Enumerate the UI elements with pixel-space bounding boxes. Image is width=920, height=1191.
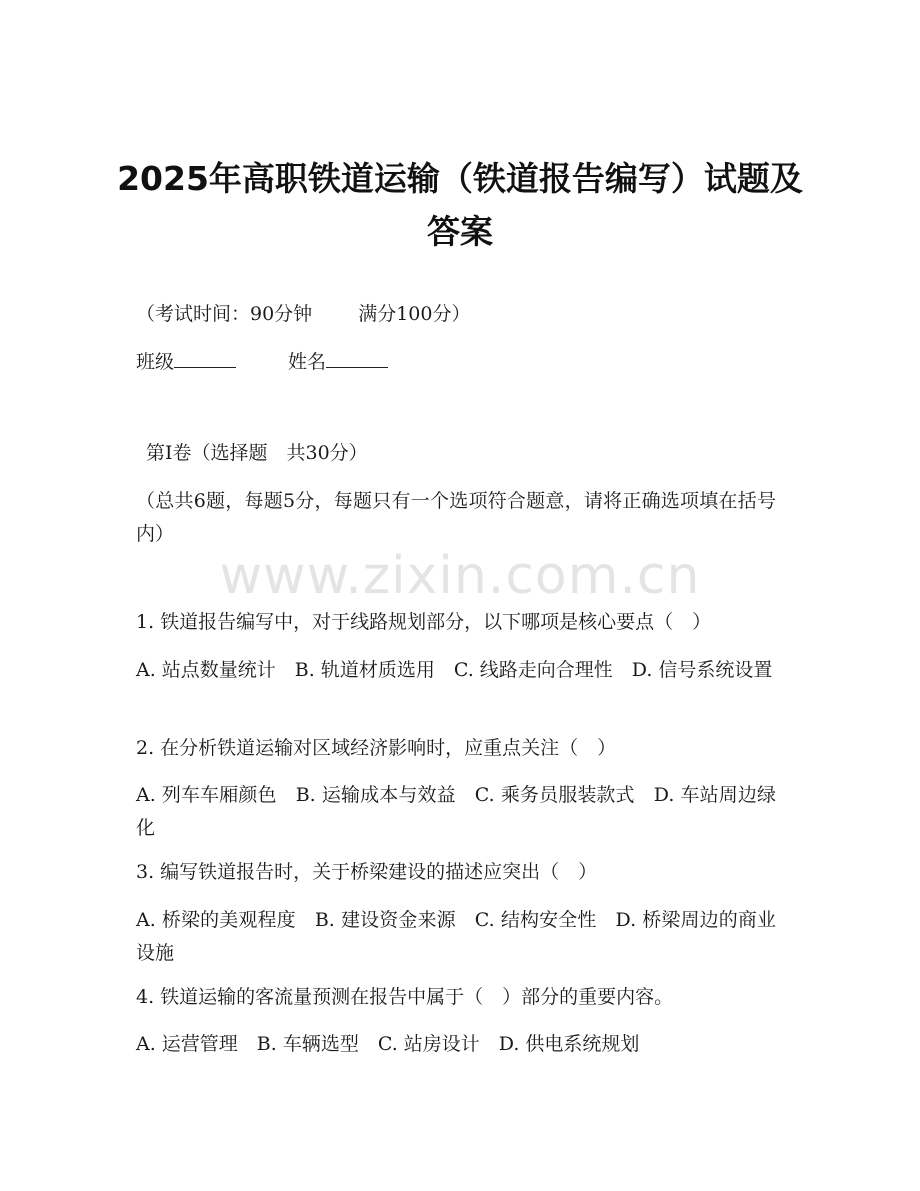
name-blank[interactable]	[326, 349, 388, 368]
watermark: www.zixin.com.cn	[219, 546, 701, 606]
question-1-stem: 1. 铁道报告编写中，对于线路规划部分，以下哪项是核心要点（ ）	[136, 611, 712, 633]
question-2-options: A. 列车车厢颜色 B. 运输成本与效益 C. 乘务员服装款式 D. 车站周边绿化	[136, 784, 776, 839]
question-1-options: A. 站点数量统计 B. 轨道材质选用 C. 线路走向合理性 D. 信号系统设置	[136, 659, 773, 681]
section-heading: 第Ⅰ卷（选择题 共30分）	[146, 442, 368, 464]
question-3-stem: 3. 编写铁道报告时，关于桥梁建设的描述应突出（ ）	[136, 861, 598, 883]
student-fields-line	[136, 346, 786, 379]
exam-info-line	[136, 298, 786, 331]
question-4-stem: 4. 铁道运输的客流量预测在报告中属于（ ）部分的重要内容。	[136, 986, 674, 1008]
section-instructions: （总共6题，每题5分，每题只有一个选项符合题意，请将正确选项填在括号内）	[136, 490, 776, 545]
class-blank[interactable]	[174, 349, 236, 368]
question-4-options: A. 运营管理 B. 车辆选型 C. 站房设计 D. 供电系统规划	[136, 1033, 640, 1055]
page-title: 2025年高职铁道运输（铁道报告编写）试题及答案	[117, 159, 803, 251]
exam-time: （考试时间：90分钟	[136, 303, 313, 325]
class-label: 班级	[136, 351, 175, 373]
question-2-stem: 2. 在分析铁道运输对区域经济影响时，应重点关注（ ）	[136, 737, 617, 759]
name-label: 姓名	[288, 351, 327, 373]
question-3-options: A. 桥梁的美观程度 B. 建设资金来源 C. 结构安全性 D. 桥梁周边的商业设施	[136, 909, 776, 964]
exam-score: 满分100分）	[358, 303, 471, 325]
